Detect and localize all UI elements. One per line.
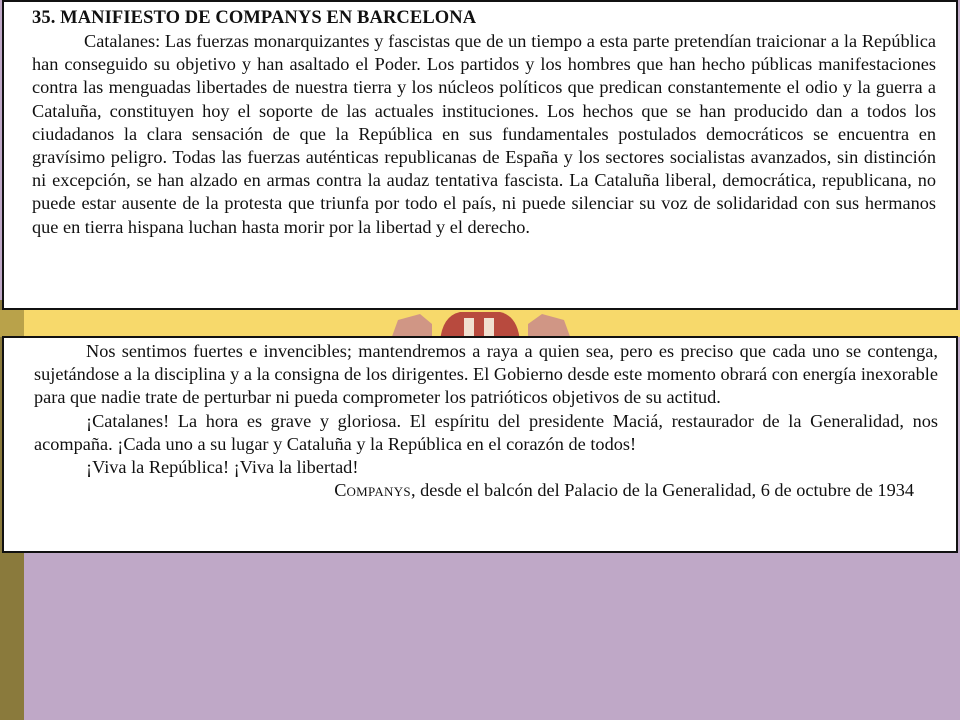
document-scan-bottom [2,336,958,553]
signature-text: , desde el balcón del Palacio de la Generalidad, 6 de octubre de 1934 [410,480,914,501]
signature-line [34,479,938,503]
paragraph: Nos sentimos fuertes e invencibles; mantendremos a raya a quien sea, pero es preciso que cada uno se contenga, sujetándose a la disciplina y a la consigna de los dirigentes. El Gobierno desde este momento obrará con energía inexorable para que nadie trate de perturbar ni pueda comprometer los patrióticos objetivos de su actitud. [34,341,938,408]
signature-initial: C [334,480,347,501]
document-scan-top [2,0,958,310]
document-title: 35. MANIFIESTO DE COMPANYS EN BARCELONA [32,8,477,28]
paragraph: ¡Catalanes! La hora es grave y gloriosa. El espíritu del presidente Maciá, restaurador de la Generalidad, nos acompaña. ¡Cada uno a su lugar y Cataluña y la República en el corazón de todos! [34,410,938,454]
paragraph: ¡Viva la República! ¡Viva la libertad! [86,457,359,478]
signature-name: OMPANYS [346,484,411,500]
paragraph: Catalanes: Las fuerzas monarquizantes y fascistas que de un tiempo a esta parte pretendían traicionar a la República han conseguido su objetivo y han asaltado el Poder. Los partidos y los hombres que han hecho públicas manifestaciones contra las menguadas libertades de nuestra tierra y los núcleos políticos que predican constantemente el odio y la guerra a Cataluña, constituyen hoy el soporte de las actuales instituciones. Los hechos que se han producido dan a todos los ciudadanos la clara sensación de que la República en sus fundamentales postulados democráticos se encuentra en gravísimo peligro. Todas las fuerzas auténticas republicanas de España y los sectores socialistas avanzados, sin distinción ni excepción, se han alzado en armas contra la audaz tentativa fascista. La Cataluña liberal, democrática, republicana, no puede estar ausente de la protesta que triunfa por todo el país, ni puede silenciar su voz de solidaridad con sus hermanos que en tierra hispana luchan hasta morir por la libertad y el derecho. [32,31,936,237]
slide-gold-square [0,310,24,337]
